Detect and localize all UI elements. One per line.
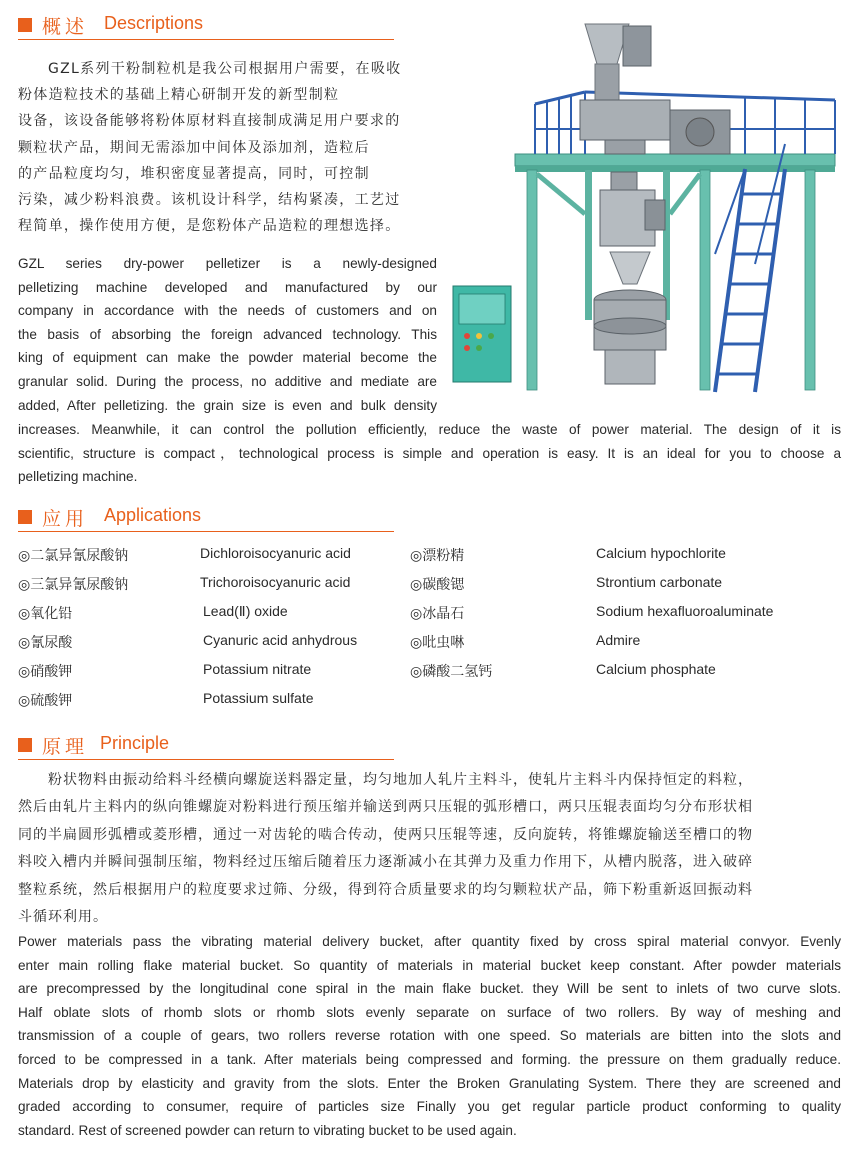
section-divider — [18, 39, 394, 40]
section-marker — [18, 738, 32, 752]
principle-zh-line: 然后由轧片主料内的纵向锥螺旋对粉料进行预压缩并输送到两只压辊的弧形槽口，两只压辊表面均匀分布形状相 — [18, 799, 753, 816]
application-cn: ◎冰晶石 — [410, 606, 465, 622]
section-marker — [18, 18, 32, 32]
application-cn: ◎磷酸二氢钙 — [410, 664, 493, 680]
application-row — [18, 545, 838, 569]
description-zh-line: 污染，减少粉料浪费。该机设计科学，结构紧凑，工艺过 — [18, 192, 401, 209]
description-en-line: company in accordance with the needs of customers and on — [18, 303, 437, 319]
application-cn: ◎三氯异氰尿酸钠 — [18, 577, 129, 593]
section-title-cn: 原理 — [42, 736, 89, 758]
description-zh-line: 的产品粒度均匀，堆积密度显著提高，同时，可控制 — [18, 165, 370, 182]
section-title-en: Principle — [100, 733, 170, 753]
principle-zh-line: 同的半扁圆形弧槽或菱形槽，通过一对齿轮的啮合传动，使两只压辊等速，反向旋转，将锥螺旋输送至槽口的物 — [18, 826, 753, 843]
description-en-line: granular solid. During the process, no additive and mediate are — [18, 373, 437, 389]
application-en: Potassium sulfate — [203, 690, 314, 706]
principle-en-line: transmission of a couple of gears, two rollers reverse rotation with one speed. So materials are bitten into the slots and — [18, 1028, 841, 1044]
application-cn: ◎氰尿酸 — [18, 635, 73, 651]
description-zh-line: GZL系列干粉制粒机是我公司根据用户需要，在吸收 — [48, 61, 402, 77]
application-cn: ◎吡虫啉 — [410, 635, 465, 651]
application-en: Sodium hexafluoroaluminate — [596, 603, 774, 619]
section-header-applications — [18, 502, 394, 532]
section-marker — [18, 510, 32, 524]
application-cn: ◎漂粉精 — [410, 548, 465, 564]
application-en: Cyanuric acid anhydrous — [203, 632, 358, 648]
description-zh — [18, 56, 438, 239]
description-en-line: scientific, structure is compact，technological process is simple and operation is easy. It is an ideal for you to choose a — [18, 445, 841, 461]
description-zh-line: 粉体造粒技术的基础上精心研制开发的新型制粒 — [18, 87, 340, 104]
application-row — [18, 632, 838, 656]
section-title-en: Descriptions — [104, 13, 204, 33]
principle-en-line: are precompressed by the longitudinal cone spiral in the main flake bucket. they Will be sent to inlets of two curve slots. — [18, 981, 841, 997]
application-row — [18, 690, 838, 714]
application-en: Strontium carbonate — [596, 574, 723, 590]
section-title-en: Applications — [104, 505, 202, 525]
principle-en-line: enter main rolling flake material bucket. So quantity of materials in material bucket keep constant. After powder materials — [18, 957, 841, 973]
section-title-cn: 概述 — [42, 16, 89, 38]
application-cn: ◎氧化铅 — [18, 606, 73, 622]
application-en: Calcium hypochlorite — [596, 545, 726, 561]
principle-en-line: forced to be compressed in a tank. After materials being compressed and forming. the pressure on them gradually reduce. — [18, 1051, 841, 1067]
application-cn: ◎二氯异氰尿酸钠 — [18, 548, 129, 564]
principle-en-line: standard. Rest of screened powder can return to vibrating bucket to be used again. — [18, 1122, 517, 1138]
description-zh-line: 设备，该设备能够将粉体原材料直接制成满足用户要求的 — [18, 113, 401, 130]
application-en: Admire — [596, 632, 641, 648]
section-divider — [18, 759, 394, 760]
description-en-line: pelletizing machine. — [18, 469, 138, 485]
application-en: Calcium phosphate — [596, 661, 716, 677]
section-header-descriptions — [18, 10, 394, 40]
application-row — [18, 603, 838, 627]
description-en-narrow — [18, 252, 437, 417]
application-row — [18, 661, 838, 685]
section-divider — [18, 531, 394, 532]
description-en-wide — [18, 418, 841, 489]
application-cn: ◎碳酸锶 — [410, 577, 465, 593]
description-en-line: GZL series dry-power pelletizer is a newly-designed — [18, 256, 437, 271]
principle-zh — [18, 767, 840, 931]
application-cn: ◎硫酸钾 — [18, 693, 73, 709]
application-en: Trichoroisocyanuric acid — [200, 574, 351, 590]
principle-zh-line: 整粒系统，然后根据用户的粒度要求过筛、分级，得到符合质量要求的均匀颗粒状产品，筛下粉重新返回振动料 — [18, 881, 753, 898]
application-en: Dichloroisocyanuric acid — [200, 545, 351, 561]
principle-en-line: Materials drop by elasticity and gravity from the slots. Enter the Broken Granulating System. There they are screened and — [18, 1075, 841, 1091]
application-en: Lead(Ⅱ) oxide — [203, 603, 288, 619]
section-title-cn: 应用 — [42, 508, 89, 530]
principle-en-line: graded according to consumer, require of particles size Finally you get regular particle product conforming to quality — [18, 1099, 841, 1115]
description-en-line: pelletizing machine developed and manufactured by our — [18, 279, 437, 295]
description-zh-line: 程简单，操作使用方便，是您粉体产品造粒的理想选择。 — [18, 218, 401, 235]
principle-zh-line: 粉状物料由振动给料斗经横向螺旋送料器定量，均匀地加人轧片主料斗，使轧片主料斗内保持恒定的料粒， — [48, 772, 753, 788]
principle-en — [18, 930, 841, 1142]
description-en-line: the basis of absorbing the foreign advanced technology. This — [18, 326, 437, 342]
description-en-line: king of equipment can make the powder material become the — [18, 350, 437, 366]
pelletizer-machine-illustration — [445, 4, 845, 396]
application-cn: ◎硝酸钾 — [18, 664, 73, 680]
principle-en-line: Power materials pass the vibrating material delivery bucket, after quantity fixed by cross spiral material convyor. Evenly — [18, 934, 841, 949]
principle-en-line: Half oblate slots of rhomb slots or rhomb slots evenly separate on surface of two rollers. By way of meshing and — [18, 1004, 841, 1020]
application-row — [18, 574, 838, 598]
application-en: Potassium nitrate — [203, 661, 312, 677]
principle-zh-line: 斗循环利用。 — [18, 909, 108, 926]
description-zh-line: 颗粒状产品，期间无需添加中间体及添加剂，造粒后 — [18, 139, 370, 156]
description-en-line: added, After pelletizing. the grain size is even and bulk density — [18, 397, 437, 413]
description-en-line: increases. Meanwhile, it can control the pollution efficiently, reduce the waste of power material. The design of it is — [18, 422, 841, 437]
principle-zh-line: 料咬入槽内并瞬间强制压缩，物料经过压缩后随着压力逐渐减小在其弹力及重力作用下，从槽内脱落，进入破碎 — [18, 854, 753, 871]
section-header-principle — [18, 730, 394, 760]
